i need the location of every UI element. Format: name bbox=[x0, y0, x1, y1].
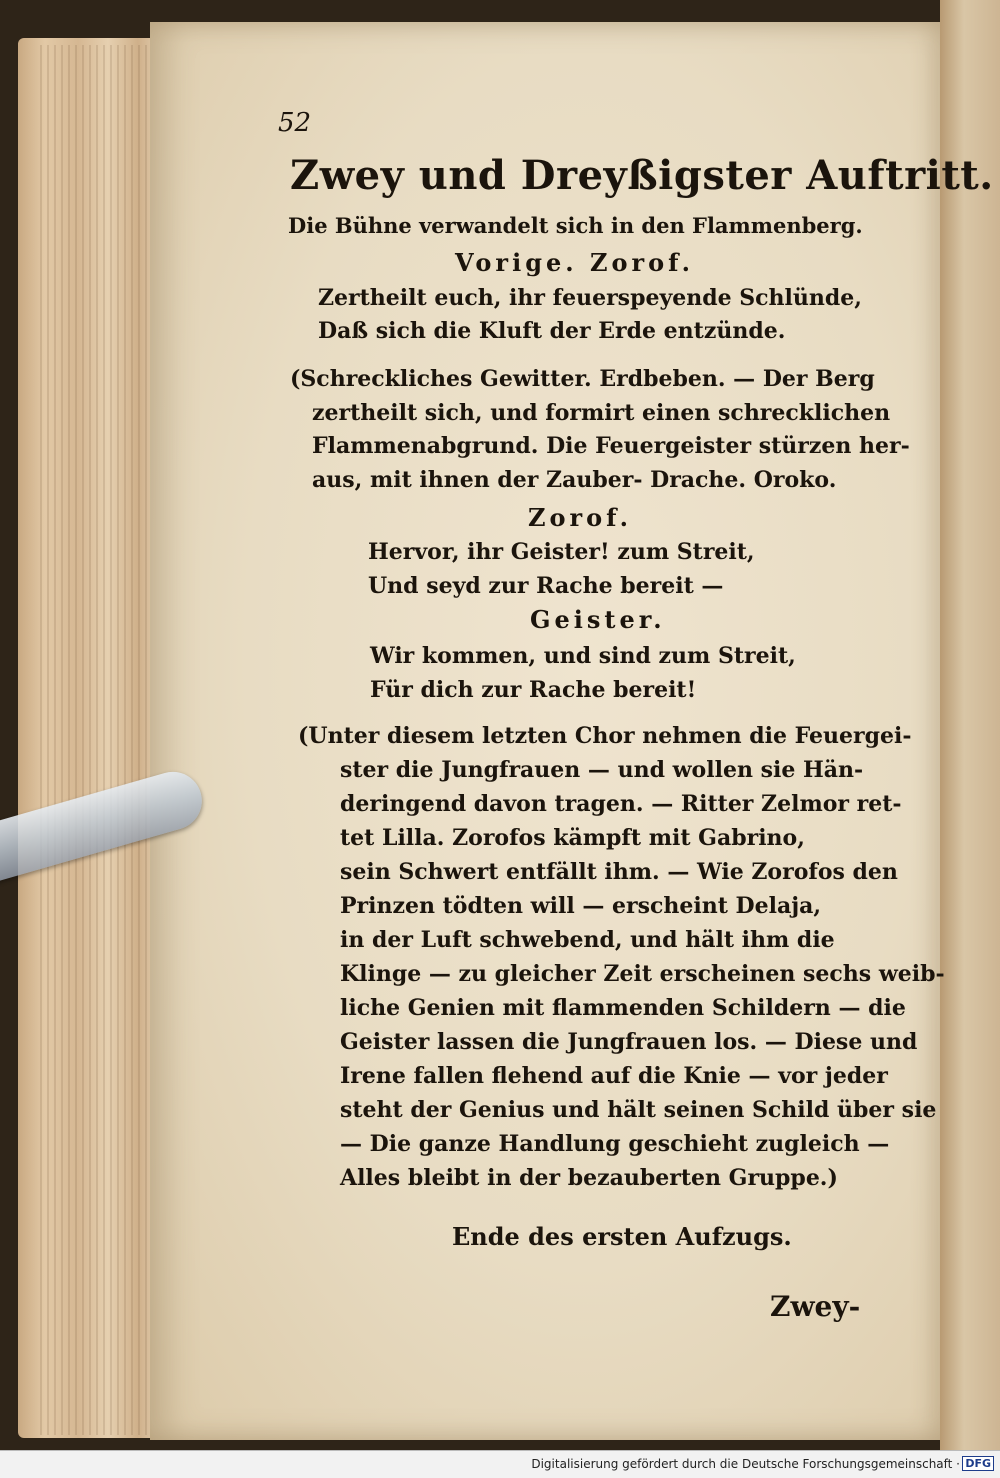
page-number: 52 bbox=[278, 108, 312, 138]
verse-3-line: Für dich zur Rache bereit! bbox=[370, 677, 697, 703]
page-title: Zwey und Dreyßigster Auftritt. bbox=[290, 152, 994, 199]
stage-direction-3-line: tet Lilla. Zorofos kämpft mit Gabrino, bbox=[340, 825, 805, 851]
stage-direction-3-line: (Unter diesem letzten Chor nehmen die Feuergei- bbox=[298, 723, 912, 749]
speaker-2: Zorof. bbox=[528, 503, 633, 532]
stage-direction-3-line: Irene fallen flehend auf die Knie — vor jeder bbox=[340, 1063, 888, 1089]
funding-notice: Digitalisierung gefördert durch die Deutsche Forschungsgemeinschaft · bbox=[531, 1457, 960, 1471]
stage-direction-3-line: in der Luft schwebend, und hält ihm die bbox=[340, 927, 835, 953]
footer-bar bbox=[0, 1450, 1000, 1478]
stage-direction-3-line: liche Genien mit flammenden Schildern — die bbox=[340, 995, 906, 1021]
verse-1-line: Zertheilt euch, ihr feuerspeyende Schlünde, bbox=[318, 285, 862, 311]
end-of-act: Ende des ersten Aufzugs. bbox=[452, 1222, 792, 1251]
stage-direction-2-line: Flammenabgrund. Die Feuergeister stürzen her- bbox=[312, 433, 910, 459]
stage-direction-3-line: Alles bleibt in der bezauberten Gruppe.) bbox=[340, 1165, 838, 1191]
stage-direction-3-line: steht der Genius und hält seinen Schild über sie bbox=[340, 1097, 937, 1123]
speaker-3: Geister. bbox=[530, 605, 666, 634]
stage-direction-3-line: — Die ganze Handlung geschieht zugleich — bbox=[340, 1131, 890, 1157]
stage-direction-3-line: deringend davon tragen. — Ritter Zelmor ret- bbox=[340, 791, 902, 817]
stage-direction-2-line: aus, mit ihnen der Zauber- Drache. Oroko. bbox=[312, 467, 837, 493]
verse-1-line: Daß sich die Kluft der Erde entzünde. bbox=[318, 318, 786, 344]
verse-3-line: Wir kommen, und sind zum Streit, bbox=[370, 643, 796, 669]
verse-2-line: Hervor, ihr Geister! zum Streit, bbox=[368, 539, 755, 565]
stage-direction-3-line: sein Schwert entfällt ihm. — Wie Zorofos den bbox=[340, 859, 898, 885]
stage-direction-3-line: Geister lassen die Jungfrauen los. — Diese und bbox=[340, 1029, 918, 1055]
stage-direction-1: Die Bühne verwandelt sich in den Flammenberg. bbox=[288, 213, 863, 238]
stage-direction-3-line: ster die Jungfrauen — und wollen sie Hän- bbox=[340, 757, 864, 783]
facing-page-strip bbox=[940, 0, 1000, 1450]
dfg-logo: DFG bbox=[962, 1456, 994, 1471]
page-edge-stripes bbox=[40, 45, 150, 1435]
stage-direction-3-line: Prinzen tödten will — erscheint Delaja, bbox=[340, 893, 822, 919]
verse-2-line: Und seyd zur Rache bereit — bbox=[368, 573, 724, 599]
stage-direction-2-line: (Schreckliches Gewitter. Erdbeben. — Der Berg bbox=[290, 366, 875, 392]
catchword: Zwey- bbox=[770, 1290, 861, 1323]
stage-direction-3-line: Klinge — zu gleicher Zeit erscheinen sechs weib- bbox=[340, 961, 945, 987]
speakers-1: Vorige. Zorof. bbox=[455, 248, 694, 277]
stage-direction-2-line: zertheilt sich, und formirt einen schrecklichen bbox=[312, 400, 891, 426]
